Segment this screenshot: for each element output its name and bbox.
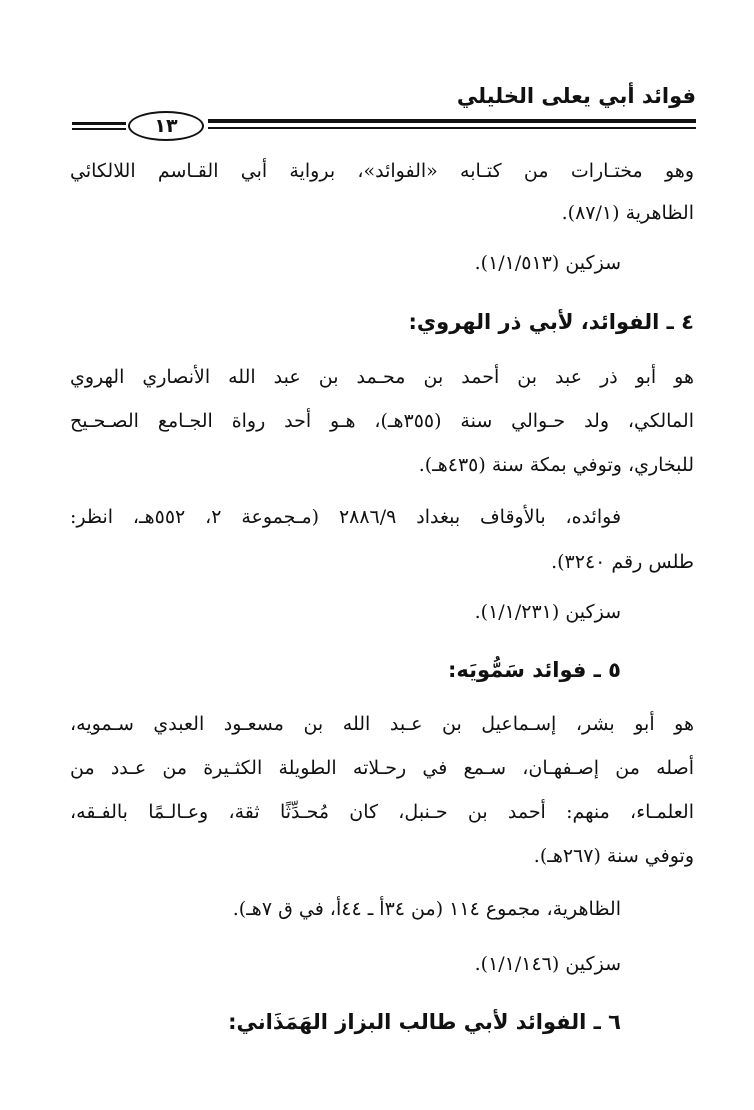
header-rule-right-thick: [208, 119, 696, 123]
section-heading: ٦ ـ الفوائد لأبي طالب البزاز الهَمَذَاني:: [228, 1010, 621, 1034]
text-line: الظاهرية (٨٧/١).: [561, 202, 694, 224]
text-line: وهو مختـارات من كتـابه «الفوائد»، برواية أبي القـاسم اللالكائي: [70, 160, 694, 182]
text-line: المالكي، ولد حـوالي سنة (٣٥٥هـ)، هـو أحد رواة الجـامع الصـحـيح: [70, 410, 694, 432]
text-line: طلس رقم ٣٢٤٠).: [551, 551, 694, 573]
header-rule-left-top: [72, 122, 126, 125]
page-number-badge: ١٣: [128, 111, 204, 141]
reference-line: الظاهرية، مجموع ١١٤ (من ٣٤أ ـ ٤٤أ، في ق ٧هـ).: [232, 898, 621, 920]
header-rule-right-thin: [208, 127, 696, 129]
running-header-title: فوائد أبي يعلى الخليلي: [456, 84, 696, 108]
text-line: وتوفي سنة (٢٦٧هـ).: [533, 845, 694, 867]
reference-line: سزكين (١/١/١٤٦).: [474, 953, 621, 975]
header-rule-left-bottom: [72, 128, 126, 130]
section-heading: ٤ ـ الفوائد، لأبي ذر الهروي:: [408, 310, 694, 334]
text-line: العلمـاء، منهم: أحمد بن حـنبل، كان مُحـدِّثًا ثقة، وعـالـمًا بالفـقه،: [70, 801, 694, 823]
reference-line: سزكين (١/١/٢٣١).: [474, 601, 621, 623]
text-line: هو أبو ذر عبد بن أحمد بن محـمد بن عبد الله الأنصاري الهروي: [70, 366, 694, 388]
reference-line: سزكين (١/١/٥١٣).: [474, 252, 621, 274]
section-heading: ٥ ـ فوائد سَمُّويَه:: [448, 658, 621, 682]
text-line: أصله من إصـفهـان، سـمع في رحـلاته الطويلة الكثـيرة من عـدد من: [70, 757, 694, 779]
text-line: هو أبو بشر، إسـماعيل بن عـبد الله بن مسعـود العبدي سـمويه،: [70, 713, 694, 735]
text-line: فوائده، بالأوقاف ببغداد ٢٨٨٦/٩ (مـجموعة ٢، ٥٥٢هـ، انظر:: [70, 506, 622, 528]
text-line: للبخاري، وتوفي بمكة سنة (٤٣٥هـ).: [418, 454, 694, 476]
